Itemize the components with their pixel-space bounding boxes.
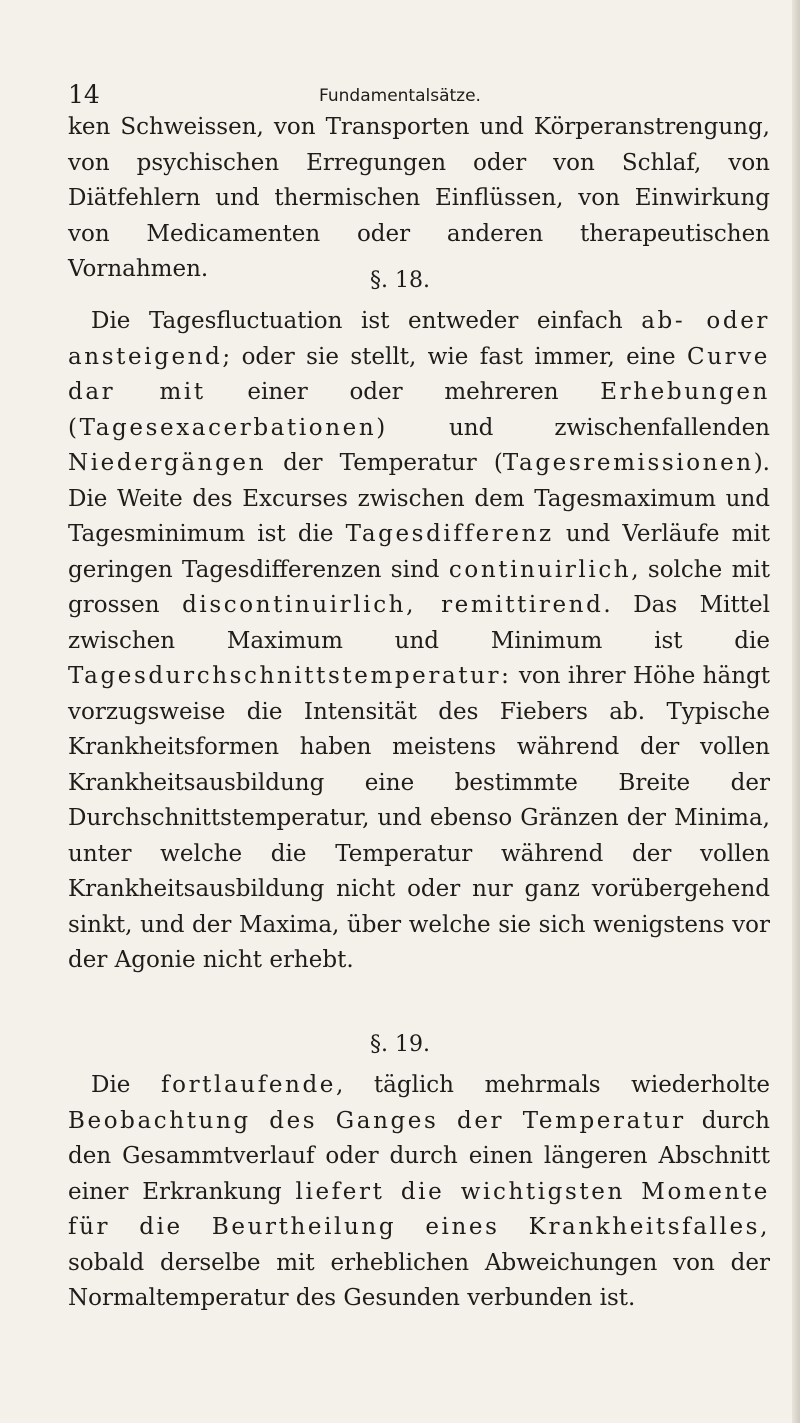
spaced-term: discontinuirlich, remittirend bbox=[182, 592, 604, 618]
paragraph-continuation: ken Schweissen, von Transporten und Körperanstrengung, von psychischen Erregungen oder von Schlaf, von Diätfehlern und thermischen Einflüssen, von Einwirkung von Medicamenten oder anderen therapeutischen Vornahmen. bbox=[68, 114, 770, 282]
spaced-term: liefert die wichtigsten Momente für die Beurtheilung eines Krankheitsfalles, bbox=[68, 1178, 770, 1240]
text: durch den Gesammtverlauf oder durch einen längeren Abschnitt einer Erkrankung bbox=[68, 1107, 770, 1205]
text: , solche mit grossen bbox=[68, 556, 771, 618]
spaced-term: Tagesdifferenz bbox=[345, 521, 554, 547]
spaced-term: Beobachtung des Ganges der Temperatur bbox=[68, 1107, 686, 1134]
text: , täglich mehrmals wiederholte bbox=[335, 1072, 771, 1098]
section-heading-19: §. 19. bbox=[370, 1032, 430, 1057]
paragraph-section-18 bbox=[68, 304, 770, 979]
text: einer oder mehreren bbox=[205, 379, 601, 405]
text: der Temperatur ( bbox=[266, 450, 503, 476]
spaced-term: Tagesdurchschnittstemperatur: bbox=[68, 663, 512, 689]
paragraph-section-19 bbox=[68, 1068, 770, 1317]
text: und Verläufe mit geringen Tagesdifferenzen sind bbox=[68, 521, 770, 583]
running-title: Fundamentalsätze. bbox=[319, 86, 481, 106]
page-number: 14 bbox=[68, 80, 100, 109]
text: von ihrer Höhe hängt vorzugsweise die Intensität des Fiebers ab. Typische Krankheitsformen haben meistens während der vollen Krankheitsausbildung eine bestimmte Breite der Durchschnittstemperatur, und ebenso Gränzen der Minima, unter welche die Temperatur während der vollen Krankheitsausbildung nicht oder nur ganz vorübergehend sinkt, und der Maxima, über welche sie sich wenigstens vor der Agonie nicht erhebt. bbox=[68, 663, 770, 973]
spaced-term: Niedergängen bbox=[68, 450, 267, 476]
spaced-term: continuirlich bbox=[448, 556, 632, 583]
spaced-term: Curve dar mit bbox=[68, 343, 770, 405]
text: . Das Mittel zwischen Maximum und Minimum ist die bbox=[68, 592, 770, 654]
section-heading-18: §. 18. bbox=[370, 268, 430, 293]
text: Die bbox=[91, 1072, 162, 1098]
text: ). Die Weite des Excurses zwischen dem Tagesmaximum und Tagesminimum ist die bbox=[68, 450, 770, 547]
spaced-term: ab- oder ansteigend bbox=[68, 308, 771, 370]
text: ; oder sie stellt, wie fast immer, eine bbox=[222, 343, 687, 370]
spaced-term: Tagesremissionen bbox=[502, 450, 754, 476]
spaced-term: fortlaufende bbox=[161, 1072, 336, 1098]
page-edge bbox=[792, 0, 800, 1423]
text: und zwischenfallenden bbox=[387, 414, 770, 441]
text: Die Tagesfluctuation ist entweder einfach bbox=[91, 308, 642, 334]
text: sobald derselbe mit erheblichen Abweichungen von der Normaltemperatur des Gesunden verbunden ist. bbox=[68, 1249, 770, 1311]
spaced-term: Erhebungen (Tagesexacerbationen) bbox=[68, 379, 770, 441]
